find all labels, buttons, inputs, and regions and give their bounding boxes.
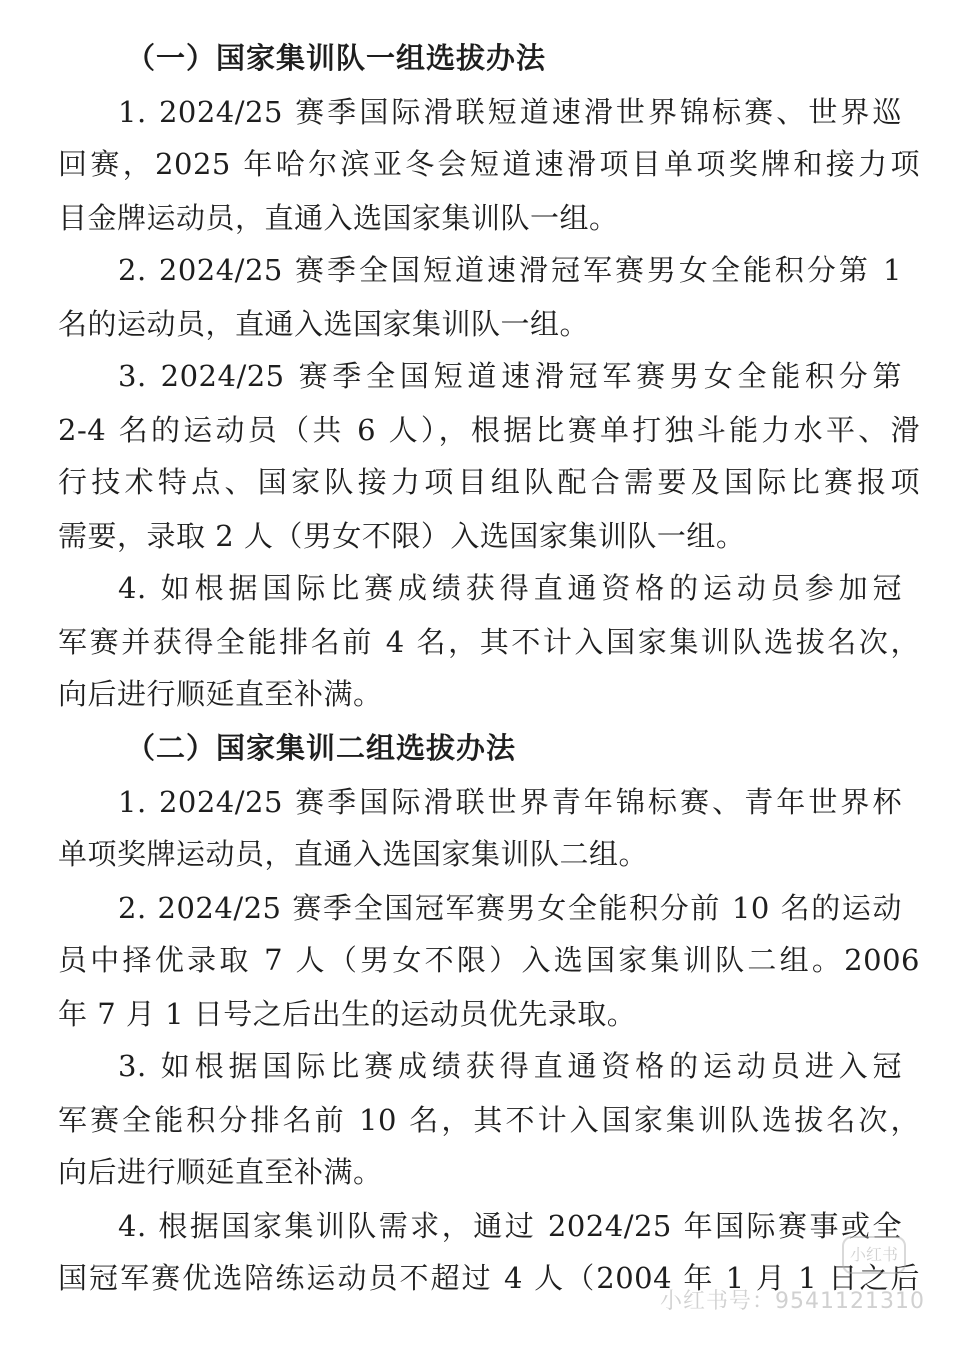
- text-line: 4. 如根据国际比赛成绩获得直通资格的运动员参加冠: [118, 571, 902, 605]
- text-line: 单项奖牌运动员，直通入选国家集训队二组。: [58, 837, 649, 871]
- section-heading-2: （二）国家集训二组选拔办法: [126, 731, 517, 765]
- text-line: 目金牌运动员，直通入选国家集训队一组。: [58, 201, 619, 235]
- text-line: 2. 2024/25 赛季全国冠军赛男女全能积分前 10 名的运动: [118, 891, 902, 925]
- text-line: 需要，录取 2 人（男女不限）入选国家集训队一组。: [58, 519, 746, 553]
- text-line: 1. 2024/25 赛季国际滑联短道速滑世界锦标赛、世界巡: [118, 95, 902, 129]
- text-line: 行技术特点、国家队接力项目组队配合需要及国际比赛报项: [58, 465, 920, 499]
- text-line: 1. 2024/25 赛季国际滑联世界青年锦标赛、青年世界杯: [118, 785, 902, 819]
- text-line: 国冠军赛优选陪练运动员不超过 4 人（2004 年 1 月 1 日之后: [58, 1261, 920, 1295]
- text-line: 员中择优录取 7 人（男女不限）入选国家集训队二组。2006: [58, 943, 920, 977]
- text-line: 4. 根据国家集训队需求，通过 2024/25 年国际赛事或全: [118, 1209, 902, 1243]
- text-line: 3. 2024/25 赛季全国短道速滑冠军赛男女全能积分第: [118, 359, 902, 393]
- text-line: 2-4 名的运动员（共 6 人），根据比赛单打独斗能力水平、滑: [58, 413, 920, 447]
- text-line: 3. 如根据国际比赛成绩获得直通资格的运动员进入冠: [118, 1049, 902, 1083]
- text-line: 向后进行顺延直至补满。: [58, 677, 383, 711]
- section-heading-1: （一）国家集训队一组选拔办法: [126, 41, 547, 75]
- text-line: 军赛并获得全能排名前 4 名，其不计入国家集训队选拔名次，: [58, 625, 920, 659]
- text-line: 名的运动员，直通入选国家集训队一组。: [58, 307, 590, 341]
- watermark-logo: 小红书: [842, 1236, 906, 1274]
- watermark-text: 小红书号：9541121310: [660, 1289, 925, 1314]
- text-line: 军赛全能积分排名前 10 名，其不计入国家集训队选拔名次，: [58, 1103, 920, 1137]
- text-line: 回赛，2025 年哈尔滨亚冬会短道速滑项目单项奖牌和接力项: [58, 147, 920, 181]
- text-line: 年 7 月 1 日号之后出生的运动员优先录取。: [58, 997, 637, 1031]
- text-line: 2. 2024/25 赛季全国短道速滑冠军赛男女全能积分第 1: [118, 253, 902, 287]
- text-line: 向后进行顺延直至补满。: [58, 1155, 383, 1189]
